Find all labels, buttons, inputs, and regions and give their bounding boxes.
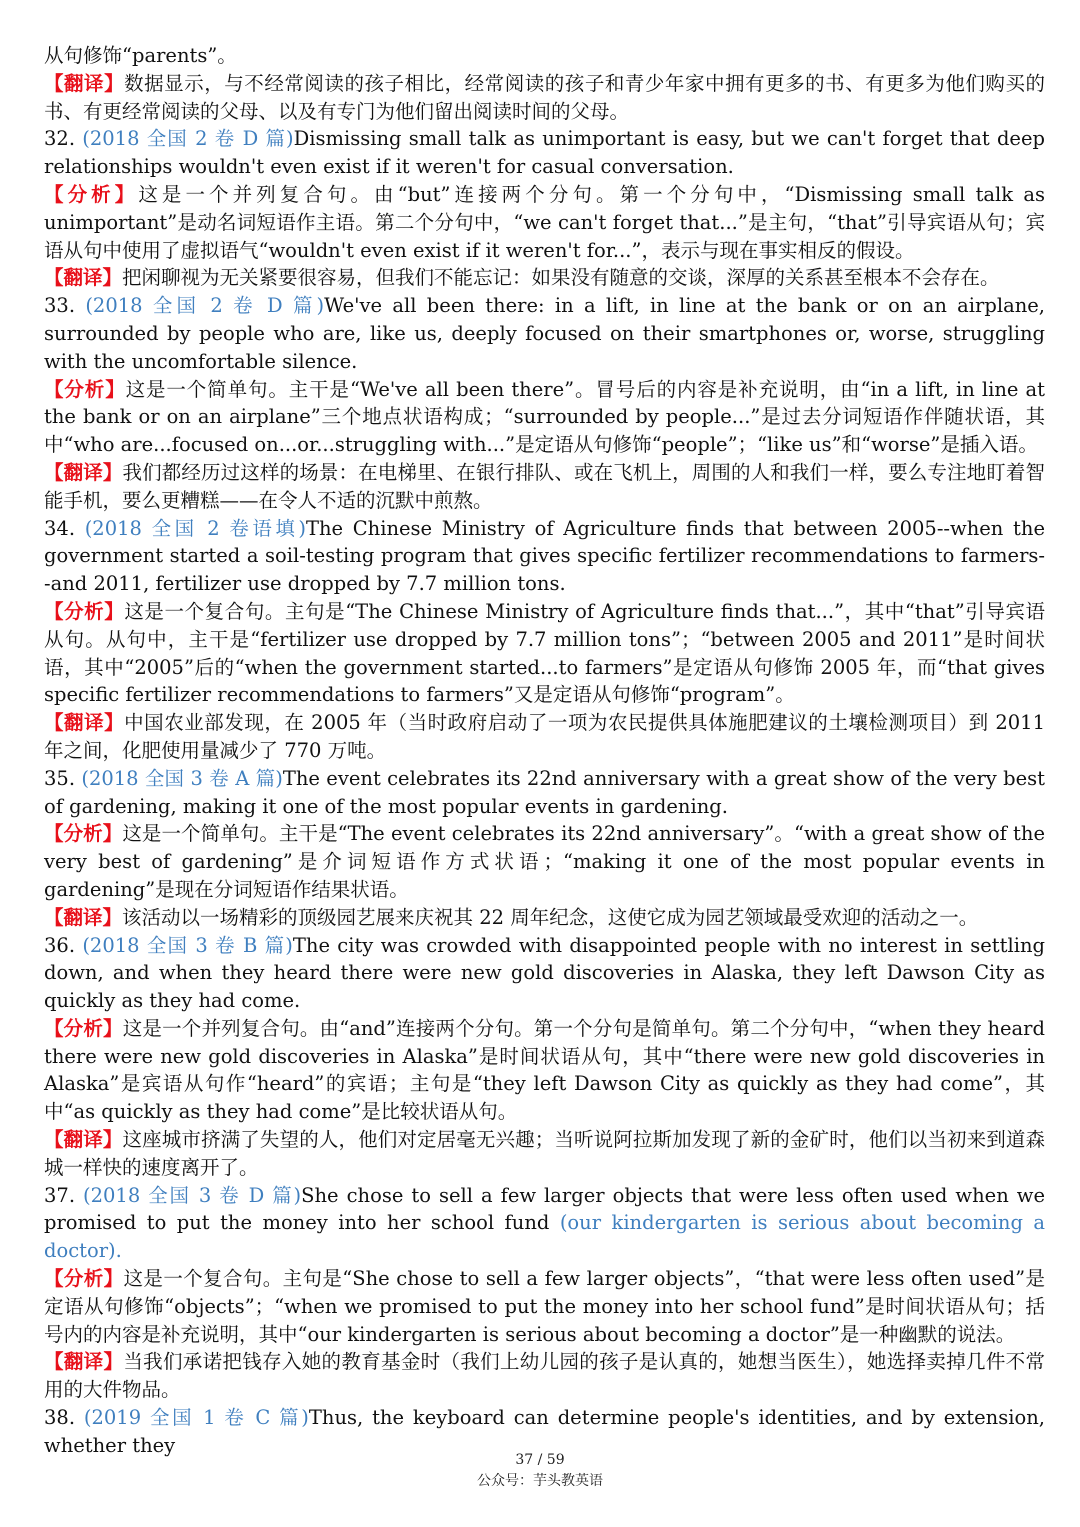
item-32-sentence [44,125,1045,181]
translate-tag: 【翻译】 [44,1128,123,1152]
translation-text: 数据显示，与不经常阅读的孩子相比，经常阅读的孩子和青少年家中拥有更多的书、有更多为他们购买的书、有更经常阅读的父母、以及有专门为他们留出阅读时间的父母。 [44,71,1045,123]
item-source: (2018 全国 3 卷 D 篇) [83,1183,302,1207]
translate-tag: 【翻译】 [44,71,125,95]
item-number: 38. [44,1406,84,1430]
analyze-tag: 【分析】 [44,377,126,401]
analyze-tag: 【分析】 [44,1267,124,1291]
translate-tag: 【翻译】 [44,1350,124,1374]
analyze-tag: 【分析】 [44,599,125,623]
item-sentence: Thus, the keyboard can determine people's identities, and by extension, whether they [44,1406,1045,1457]
item-36-analysis [44,1015,1045,1126]
translation-text: 中国农业部发现，在 2005 年（当时政府启动了一项为农民提供具体施肥建议的土壤检测项目）到 2011 年之间，化肥使用量减少了 770 万吨。 [44,711,1045,762]
item-source: (2019 全国 1 卷 C 篇) [83,1406,309,1430]
item-number: 36. [44,933,83,957]
analysis-text: 这是一个简单句。主干是“The event celebrates its 22nd anniversary”。“with a great show of the very best of gardening”是介词短语作方式状语；“making it one of the most popular events in gardening”是现在分词短语作结果状语。 [44,822,1045,901]
document-body [44,42,1045,1460]
item-35-sentence [44,765,1045,821]
item-33-analysis [44,376,1045,459]
item-sentence: The event celebrates its 22nd anniversary with a great show of the very best of gardening, making it one of the most popular events in gardening. [44,766,1045,818]
translation-text: 把闲聊视为无关紧要很容易，但我们不能忘记：如果没有随意的交谈，深厚的关系甚至根本不会存在。 [122,266,1000,290]
analysis-text: 这是一个复合句。主句是“The Chinese Ministry of Agriculture finds that...”，其中“that”引导宾语从句。从句中，主干是“fertilizer use dropped by 7.7 million tons”；“between 2005 and 2011”是时间状语，其中“2005”后的“when the government started...to farmers”是定语从句修饰 2005 年，而“that gives specific fertilizer recommendations to farmers”又是定语从句修饰“program”。 [44,599,1045,707]
item-parenthetical: (our kindergarten is serious about becoming a doctor). [44,1211,1046,1263]
page-number: 37 / 59 [515,1452,565,1468]
translation-text: 该活动以一场精彩的顶级园艺展来庆祝其 22 周年纪念，这使它成为园艺领域最受欢迎的活动之一。 [122,905,979,929]
item-37-analysis [44,1265,1045,1348]
item-32-analysis [44,181,1045,264]
item-sentence: The Chinese Ministry of Agriculture finds that between 2005--when the government started a soil-testing program that gives specific fertilizer recommendations to farmers--and 2011, fertilizer use dropped by 7.7 million tons. [44,516,1045,596]
analysis-text: 这是一个简单句。主干是“We've all been there”。冒号后的内容是补充说明，由“in a lift, in line at the bank or on an airplane”三个地点状语构成；“surrounded by people...”是过去分词短语作伴随状语，其中“who are...focused on...or...struggling with...”是定语从句修饰“people”；“like us”和“worse”是插入语。 [44,377,1045,457]
item-34-analysis [44,598,1045,709]
analyze-tag: 【分析】 [44,1016,123,1040]
item-number: 34. [44,516,85,540]
continuation-translation [44,70,1045,126]
continuation-line [44,42,1045,70]
analyze-tag: 【分析】 [44,182,139,206]
item-number: 35. [44,766,82,790]
item-source: (2018 全国 3 卷 B 篇) [82,933,293,957]
item-source: (2018 全国 2 卷 D 篇) [85,294,325,318]
item-sentence: The city was crowded with disappointed people with no interest in settling down, and when they heard there were new gold discoveries in Alaska, they left Dawson City as quickly as they had come. [44,933,1045,1013]
item-34-sentence [44,515,1045,598]
item-source: (2018 全国 2 卷 D 篇) [82,127,294,151]
translate-tag: 【翻译】 [44,905,123,929]
analyze-tag: 【分析】 [44,822,123,846]
item-34-translation [44,709,1045,765]
item-number: 37. [44,1183,84,1207]
item-33-sentence [44,292,1045,375]
item-35-analysis [44,820,1045,903]
item-number: 33. [44,294,86,318]
translate-tag: 【翻译】 [44,711,125,735]
item-36-sentence [44,932,1045,1015]
item-source: (2018 全国 3 卷 A 篇) [81,766,283,790]
footer-account: 公众号：芋头教英语 [477,1473,603,1489]
analysis-text: 这是一个复合句。主句是“She chose to sell a few larger objects”，“that were less often used”是定语从句修饰“objects”；“when we promised to put the money into her school fund”是时间状语从句；括号内的内容是补充说明，其中“our kindergarten is serious about becoming a doctor”是一种幽默的说法。 [44,1267,1045,1346]
analysis-text: 这是一个并列复合句。由“and”连接两个分句。第一个分句是简单句。第二个分句中，“when they heard there were new gold discoveries in Alaska”是时间状语从句，其中“there were new gold discoveries in Alaska”是宾语从句作“heard”的宾语；主句是“they left Dawson City as quickly as they had come”，其中“as quickly as they had come”是比较状语从句。 [44,1016,1045,1124]
item-37-sentence [44,1182,1045,1265]
item-sentence: We've all been there: in a lift, in line at the bank or on an airplane, surrounded by people who are, like us, deeply focused on their smartphones or, worse, struggling with the uncomfortable silence. [44,294,1046,373]
item-sentence: Dismissing small talk as unimportant is easy, but we can't forget that deep relationships wouldn't even exist if it weren't for casual conversation. [44,127,1045,179]
item-37-translation [44,1348,1045,1404]
item-33-translation [44,459,1045,515]
continuation-text: 从句修饰“parents”。 [44,44,237,67]
translation-text: 当我们承诺把钱存入她的教育基金时（我们上幼儿园的孩子是认真的，她想当医生），她选择卖掉几件不常用的大件物品。 [44,1350,1045,1402]
item-35-translation [44,904,1045,932]
item-36-translation [44,1126,1045,1182]
item-number: 32. [44,127,83,151]
item-32-translation [44,264,1045,292]
item-sentence: She chose to sell a few larger objects that were less often used when we promised to put the money into her school fund [44,1183,1045,1235]
translate-tag: 【翻译】 [44,266,123,290]
item-source: (2018 全国 2 卷语填) [84,516,306,540]
analysis-text: 这是一个并列复合句。由“but”连接两个分句。第一个分句中，“Dismissing small talk as unimportant”是动名词短语作主语。第二个分句中，“we can't forget that...”是主句，“that”引导宾语从句；宾语从句中使用了虚拟语气“wouldn't even exist if it weren't for...”，表示与现在事实相反的假设。 [44,182,1045,262]
translation-text: 这座城市挤满了失望的人，他们对定居毫无兴趣；当听说阿拉斯加发现了新的金矿时，他们以当初来到道森城一样快的速度离开了。 [44,1128,1045,1179]
translation-text: 我们都经历过这样的场景：在电梯里、在银行排队、或在飞机上，周围的人和我们一样，要么专注地盯着智能手机，要么更糟糕——在令人不适的沉默中煎熬。 [44,460,1045,512]
translate-tag: 【翻译】 [44,460,123,484]
